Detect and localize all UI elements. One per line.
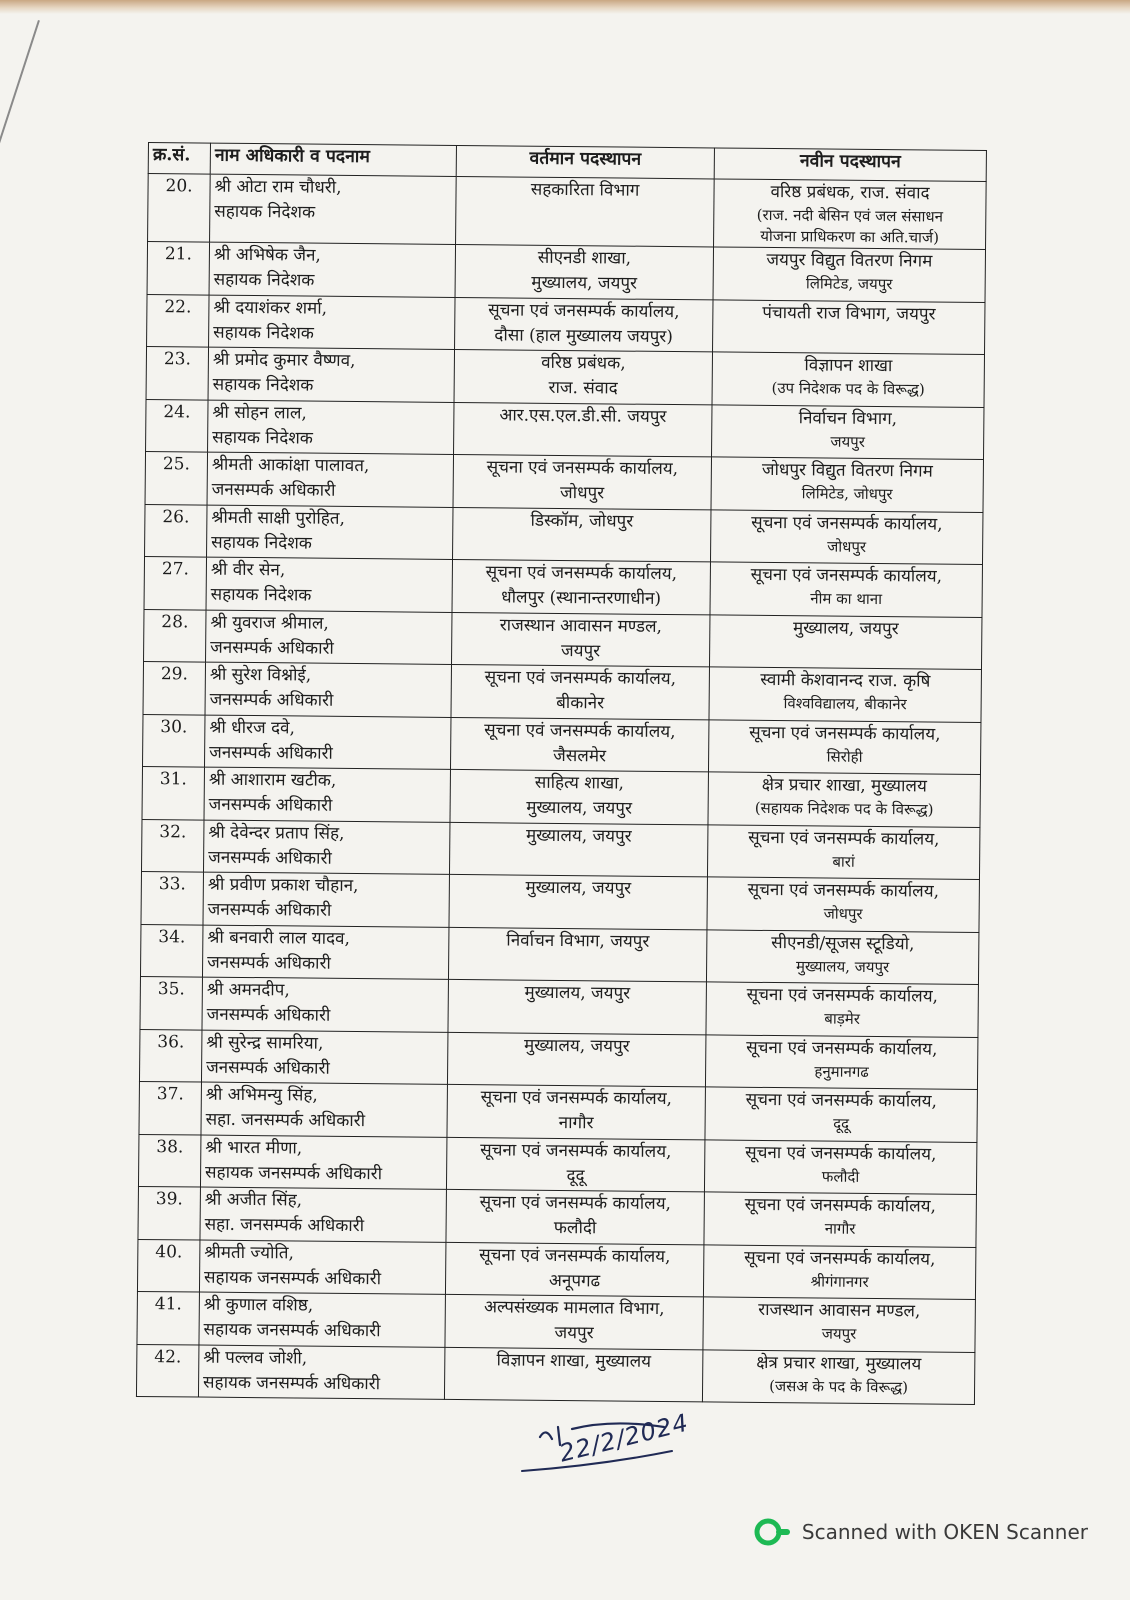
officer-name-line: जनसम्पर्क अधिकारी [208, 794, 333, 816]
officer-name-line: सहायक निदेशक [212, 374, 314, 396]
serial-number-cell: 20. [148, 174, 211, 243]
new-posting-cell [713, 299, 985, 354]
current-posting-line: सूचना एवं जनसम्पर्क कार्यालय, [488, 299, 680, 322]
officer-name-cell [198, 1345, 444, 1400]
officer-name-line: सहायक निदेशक [214, 201, 316, 223]
officer-name-cell [201, 1030, 447, 1085]
new-posting-cell [708, 719, 980, 774]
current-posting-cell [455, 297, 713, 352]
transfer-table [136, 142, 987, 1405]
table-row [146, 346, 984, 407]
new-posting-line: वरिष्ठ प्रबंधक, राज. संवाद [770, 181, 930, 204]
current-posting-cell [454, 402, 712, 457]
current-posting-line: मुख्यालय, जयपुर [526, 797, 633, 819]
new-posting-line: (राज. नदी बेसिन एवं जल संसाधन [756, 205, 944, 226]
officer-name-cell [202, 925, 448, 980]
new-posting-cell [712, 404, 984, 459]
new-posting-line: बारां [832, 852, 855, 871]
officer-name-line: जनसम्पर्क अधिकारी [209, 742, 333, 764]
table-row [141, 819, 979, 880]
officer-name-line: श्री कुणाल वशिष्ठ, [203, 1294, 314, 1316]
current-posting-cell [446, 1137, 704, 1192]
officer-name-line: श्रीमती साक्षी पुरोहित, [211, 507, 346, 529]
new-posting-cell [702, 1349, 974, 1404]
new-posting-line: लिमिटेड, जयपुर [805, 274, 893, 294]
new-posting-cell [711, 457, 983, 512]
officer-name-line: श्री बनवारी लाल यादव, [207, 927, 351, 949]
serial-number-cell: 25. [145, 451, 208, 504]
current-posting-cell [448, 927, 706, 982]
current-posting-line: सीएनडी शाखा, [537, 247, 632, 269]
new-posting-cell [709, 614, 981, 669]
table-row [145, 504, 983, 565]
officer-name-cell [206, 610, 452, 665]
current-posting-cell [456, 176, 715, 246]
new-posting-cell [704, 1139, 976, 1194]
serial-number-cell: 38. [138, 1134, 201, 1187]
officer-name-line: जनसम्पर्क अधिकारी [206, 1057, 330, 1079]
new-posting-line: जोधपुर विद्युत वितरण निगम [761, 459, 933, 482]
new-posting-line: बाड़मेर [824, 1009, 860, 1028]
serial-number-cell: 35. [140, 976, 203, 1029]
new-posting-line: (उप निदेशक पद के विरूद्ध) [771, 378, 925, 399]
new-posting-cell [713, 247, 985, 302]
officer-name-cell [208, 347, 454, 402]
new-posting-line: सूचना एवं जनसम्पर्क कार्यालय, [749, 722, 941, 745]
signature-date: 22/2/2024 [556, 1408, 692, 1468]
officer-name-line: श्री अभिषेक जैन, [213, 244, 321, 266]
officer-name-line: सहा. जनसम्पर्क अधिकारी [205, 1109, 366, 1132]
header-new-posting: नवीन पदस्थापन [714, 148, 986, 182]
officer-name-cell [210, 174, 457, 244]
table-row [137, 1291, 975, 1352]
new-posting-line: स्वामी केशवानन्द राज. कृषि [760, 669, 931, 692]
officer-name-line: श्रीमती आकांक्षा पालावत, [211, 454, 370, 477]
current-posting-line: सूचना एवं जनसम्पर्क कार्यालय, [480, 1139, 672, 1162]
officer-name-line: सहायक जनसम्पर्क अधिकारी [203, 1319, 381, 1342]
new-posting-cell [707, 824, 979, 879]
serial-number-cell: 21. [147, 242, 210, 295]
officer-name-line: श्री वीर सेन, [210, 559, 286, 581]
table-row [143, 714, 981, 775]
officer-name-line: सहायक जनसम्पर्क अधिकारी [203, 1372, 381, 1394]
current-posting-cell [452, 559, 710, 614]
serial-number-cell: 27. [144, 556, 207, 609]
new-posting-line: सूचना एवं जनसम्पर्क कार्यालय, [750, 564, 943, 587]
header-serial-number: क्र.सं. [148, 143, 210, 175]
officer-name-line: श्री प्रवीण प्रकाश चौहान, [207, 874, 359, 897]
serial-number-cell: 30. [143, 714, 206, 767]
current-posting-line: धौलपुर (स्थानान्तरणाधीन) [501, 587, 662, 609]
current-posting-line: राज. संवाद [548, 377, 618, 399]
current-posting-line: अनूपगढ [548, 1270, 601, 1291]
new-posting-line: सूचना एवं जनसम्पर्क कार्यालय, [744, 1194, 937, 1217]
officer-name-line: जनसम्पर्क अधिकारी [211, 479, 336, 501]
current-posting-line: दौसा (हाल मुख्यालय जयपुर) [494, 324, 674, 347]
new-posting-cell [705, 1034, 977, 1089]
new-posting-line: हनुमानगढ [814, 1061, 869, 1081]
current-posting-cell [448, 979, 706, 1034]
current-posting-cell [454, 349, 712, 404]
new-posting-line: विज्ञापन शाखा [804, 355, 893, 377]
current-posting-cell [447, 1032, 705, 1087]
new-posting-line: सूचना एवं जनसम्पर्क कार्यालय, [746, 1037, 938, 1060]
officer-name-line: श्रीमती ज्योति, [204, 1242, 295, 1263]
serial-number-cell: 24. [146, 399, 209, 452]
officer-name-cell [206, 557, 452, 612]
new-posting-cell [712, 352, 984, 407]
table-row [139, 1081, 977, 1142]
new-posting-line: पंचायती राज विभाग, जयपुर [762, 302, 936, 325]
current-posting-line: सूचना एवं जनसम्पर्क कार्यालय, [479, 1192, 672, 1215]
current-posting-cell [445, 1242, 703, 1297]
new-posting-cell [706, 929, 978, 984]
table-row [141, 871, 979, 932]
current-posting-line: जोधपुर [560, 482, 605, 504]
officer-name-line: सहायक निदेशक [213, 269, 315, 291]
serial-number-cell: 28. [144, 609, 207, 662]
new-posting-line: राजस्थान आवासन मण्डल, [758, 1299, 921, 1322]
new-posting-cell [703, 1297, 975, 1352]
current-posting-line: अल्पसंख्यक मामलात विभाग, [483, 1297, 665, 1320]
officer-name-cell [202, 977, 448, 1032]
officer-name-line: जनसम्पर्क अधिकारी [207, 899, 332, 921]
current-posting-cell [451, 612, 709, 667]
officer-name-cell [203, 820, 449, 875]
new-posting-line: सिरोही [826, 747, 863, 766]
new-posting-line: सीएनडी/सूजस स्टूडियो, [771, 932, 915, 954]
current-posting-line: निर्वाचन विभाग, जयपुर [506, 929, 650, 952]
officer-name-line: श्री अजीत सिंह, [204, 1189, 303, 1211]
header-current-posting: वर्तमान पदस्थापन [456, 145, 714, 178]
officer-name-cell [203, 872, 449, 927]
new-posting-line: जोधपुर [827, 537, 867, 556]
serial-number-cell: 23. [146, 346, 209, 399]
new-posting-cell [707, 877, 979, 932]
officer-name-line: जनसम्पर्क अधिकारी [206, 1004, 331, 1026]
officer-name-line: सहायक निदेशक [210, 584, 312, 606]
officer-name-cell [209, 242, 455, 297]
new-posting-line: जयपुर [830, 432, 865, 451]
current-posting-cell [455, 244, 713, 299]
officer-name-cell [200, 1135, 446, 1190]
new-posting-line: क्षेत्र प्रचार शाखा, मुख्यालय [756, 1352, 922, 1374]
new-posting-line: नीम का थाना [810, 589, 883, 609]
serial-number-cell: 33. [141, 871, 204, 924]
table-row [142, 766, 980, 827]
new-posting-line: श्रीगंगानगर [810, 1271, 869, 1291]
officer-name-line: जनसम्पर्क अधिकारी [209, 689, 334, 711]
current-posting-cell [450, 769, 708, 824]
current-posting-cell [449, 874, 707, 929]
current-posting-cell [451, 664, 709, 719]
new-posting-line: सूचना एवं जनसम्पर्क कार्यालय, [751, 512, 943, 535]
officer-name-line: सहा. जनसम्पर्क अधिकारी [204, 1214, 365, 1237]
new-posting-cell [703, 1244, 975, 1299]
table-row [143, 661, 981, 722]
new-posting-cell [710, 509, 982, 564]
officer-name-line: जनसम्पर्क अधिकारी [207, 952, 331, 974]
officer-name-cell [209, 295, 455, 350]
table-row [144, 609, 982, 670]
current-posting-line: सहकारिता विभाग [530, 179, 640, 201]
new-posting-cell [714, 179, 987, 250]
current-posting-cell [444, 1347, 702, 1402]
officer-name-cell [205, 715, 451, 770]
new-posting-line: सूचना एवं जनसम्पर्क कार्यालय, [744, 1247, 936, 1270]
current-posting-line: सूचना एवं जनसम्पर्क कार्यालय, [479, 1244, 671, 1267]
new-posting-line: (जसअ के पद के विरूद्ध) [769, 1376, 909, 1396]
officer-name-line: सहायक निदेशक [212, 427, 313, 449]
table-row [138, 1186, 976, 1247]
page-top-edge [0, 0, 1130, 14]
serial-number-cell: 40. [137, 1239, 200, 1292]
serial-number-cell: 39. [138, 1186, 201, 1239]
current-posting-cell [453, 454, 711, 509]
new-posting-cell [710, 562, 982, 617]
officer-name-line: जनसम्पर्क अधिकारी [210, 637, 334, 659]
new-posting-cell [705, 1087, 977, 1142]
officer-name-line: सहायक निदेशक [211, 532, 312, 554]
officer-name-cell [208, 400, 454, 455]
officer-name-cell [201, 1082, 447, 1137]
officer-name-line: श्री सुरेन्द्र सामरिया, [206, 1032, 324, 1054]
table-row [147, 242, 985, 303]
officer-name-line: श्री पल्लव जोशी, [203, 1347, 308, 1369]
new-posting-line: (सहायक निदेशक पद के विरूद्ध) [754, 798, 934, 819]
officer-name-line: श्री अमनदीप, [206, 979, 290, 1001]
current-posting-line: सूचना एवं जनसम्पर्क कार्यालय, [484, 667, 677, 690]
new-posting-line: मुख्यालय, जयपुर [792, 617, 899, 639]
serial-number-cell: 42. [136, 1344, 199, 1397]
officer-name-cell [204, 767, 450, 822]
current-posting-line: दूदू [566, 1165, 585, 1186]
new-posting-line: दूदू [833, 1114, 850, 1133]
current-posting-cell [445, 1294, 703, 1349]
current-posting-cell [450, 717, 708, 772]
current-posting-cell [446, 1189, 704, 1244]
serial-number-cell: 29. [143, 661, 206, 714]
table-row [140, 924, 978, 985]
current-posting-line: मुख्यालय, जयपुर [525, 825, 632, 847]
current-posting-line: राजस्थान आवासन मण्डल, [499, 614, 663, 637]
serial-number-cell: 37. [139, 1081, 202, 1134]
officer-name-cell [207, 505, 453, 560]
new-posting-line: लिमिटेड, जोधपुर [801, 484, 893, 504]
current-posting-line: आर.एस.एल.डी.सी. जयपुर [499, 404, 667, 427]
serial-number-cell: 34. [140, 924, 203, 977]
current-posting-line: डिस्कॉम, जोधपुर [530, 510, 634, 532]
header-officer-name: नाम अधिकारी व पदनाम [210, 143, 456, 176]
transfer-table-container [136, 142, 986, 1405]
table-row [144, 556, 982, 617]
new-posting-line: फलौदी [821, 1167, 860, 1186]
serial-number-cell: 26. [145, 504, 208, 557]
officer-name-cell [207, 452, 453, 507]
new-posting-line: विश्वविद्यालय, बीकानेर [783, 694, 907, 714]
officer-name-line: श्री प्रमोद कुमार वैष्णव, [212, 349, 356, 372]
current-posting-line: सूचना एवं जनसम्पर्क कार्यालय, [486, 457, 679, 480]
new-posting-cell [708, 772, 980, 827]
current-posting-line: सूचना एवं जनसम्पर्क कार्यालय, [484, 719, 676, 742]
new-posting-cell [704, 1192, 976, 1247]
current-posting-line: जैसलमेर [553, 745, 607, 766]
officer-name-line: श्री धीरज दवे, [209, 717, 296, 738]
current-posting-line: जयपुर [554, 1322, 594, 1344]
page-fold-line [0, 20, 40, 173]
current-posting-line: मुख्यालय, जयपुर [524, 982, 631, 1004]
new-posting-line: सूचना एवं जनसम्पर्क कार्यालय, [747, 879, 940, 902]
officer-name-line: सहायक जनसम्पर्क अधिकारी [204, 1267, 382, 1289]
current-posting-line: फलौदी [553, 1217, 597, 1239]
current-posting-line: मुख्यालय, जयपुर [525, 877, 632, 899]
new-posting-line: नागौर [824, 1219, 856, 1238]
officer-name-cell [199, 1292, 445, 1347]
current-posting-line: मुख्यालय, जयपुर [523, 1035, 630, 1057]
new-posting-line: जोधपुर [823, 904, 863, 923]
current-posting-cell [449, 822, 707, 877]
new-posting-cell [709, 667, 981, 722]
serial-number-cell: 36. [139, 1029, 202, 1082]
serial-number-cell: 41. [137, 1291, 200, 1344]
new-posting-line: निर्वाचन विभाग, [798, 407, 898, 429]
table-row [137, 1239, 975, 1300]
oken-scanner-logo-icon [754, 1517, 792, 1547]
new-posting-line: मुख्यालय, जयपुर [795, 956, 890, 976]
officer-name-line: श्री युवराज श्रीमाल, [210, 612, 329, 634]
new-posting-line: सूचना एवं जनसम्पर्क कार्यालय, [745, 1089, 938, 1112]
serial-number-cell: 22. [147, 294, 210, 347]
officer-name-line: श्री अभिमन्यु सिंह, [205, 1084, 318, 1106]
current-posting-line: नागौर [558, 1112, 594, 1134]
current-posting-cell [447, 1084, 705, 1139]
current-posting-line: मुख्यालय, जयपुर [531, 272, 638, 294]
officer-name-line: श्री देवेन्दर प्रताप सिंह, [208, 822, 345, 844]
officer-name-line: श्री आशाराम खटीक, [208, 769, 337, 791]
current-posting-line: जयपुर [560, 640, 601, 661]
scanner-watermark [754, 1517, 1088, 1547]
officer-name-line: सहायक जनसम्पर्क अधिकारी [205, 1162, 383, 1184]
table-body [136, 174, 986, 1405]
officer-name-cell [205, 662, 451, 717]
officer-name-line: श्री दयाशंकर शर्मा, [213, 297, 328, 319]
officer-name-line: सहायक निदेशक [213, 322, 315, 344]
table-row [147, 294, 985, 355]
current-posting-line: सूचना एवं जनसम्पर्क कार्यालय, [485, 562, 678, 585]
new-posting-line: क्षेत्र प्रचार शाखा, मुख्यालय [761, 774, 927, 797]
new-posting-line: सूचना एवं जनसम्पर्क कार्यालय, [746, 984, 939, 1007]
table-row [146, 399, 984, 460]
table-row [148, 174, 987, 250]
officer-name-line: जनसम्पर्क अधिकारी [208, 847, 332, 869]
table-row [145, 451, 983, 512]
current-posting-line: विज्ञापन शाखा, मुख्यालय [496, 1349, 652, 1372]
officer-name-cell [200, 1187, 446, 1242]
new-posting-line: जयपुर [821, 1324, 857, 1343]
officer-name-line: श्री भारत मीणा, [205, 1137, 303, 1159]
officer-name-cell [199, 1240, 445, 1295]
new-posting-line: जयपुर विद्युत वितरण निगम [766, 249, 933, 272]
table-row [139, 1029, 977, 1090]
new-posting-line: सूचना एवं जनसम्पर्क कार्यालय, [748, 827, 940, 850]
current-posting-line: बीकानेर [556, 692, 605, 714]
scanner-watermark-text: Scanned with OKEN Scanner [801, 1520, 1088, 1544]
new-posting-line: सूचना एवं जनसम्पर्क कार्यालय, [745, 1142, 937, 1165]
new-posting-cell [706, 982, 978, 1037]
table-row [138, 1134, 976, 1195]
current-posting-line: सूचना एवं जनसम्पर्क कार्यालय, [480, 1087, 673, 1110]
current-posting-line: वरिष्ठ प्रबंधक, [541, 352, 626, 374]
officer-name-line: श्री ओटा राम चौधरी, [214, 176, 342, 198]
current-posting-line: साहित्य शाखा, [534, 772, 625, 794]
officer-name-line: श्री सुरेश विश्नोई, [209, 664, 312, 686]
officer-name-line: श्री सोहन लाल, [212, 402, 307, 424]
table-row [140, 976, 978, 1037]
serial-number-cell: 32. [141, 819, 204, 872]
new-posting-line: योजना प्राधिकरण का अति.चार्ज) [760, 226, 940, 247]
serial-number-cell: 31. [142, 766, 205, 819]
table-row [136, 1344, 974, 1405]
current-posting-cell [453, 507, 711, 562]
